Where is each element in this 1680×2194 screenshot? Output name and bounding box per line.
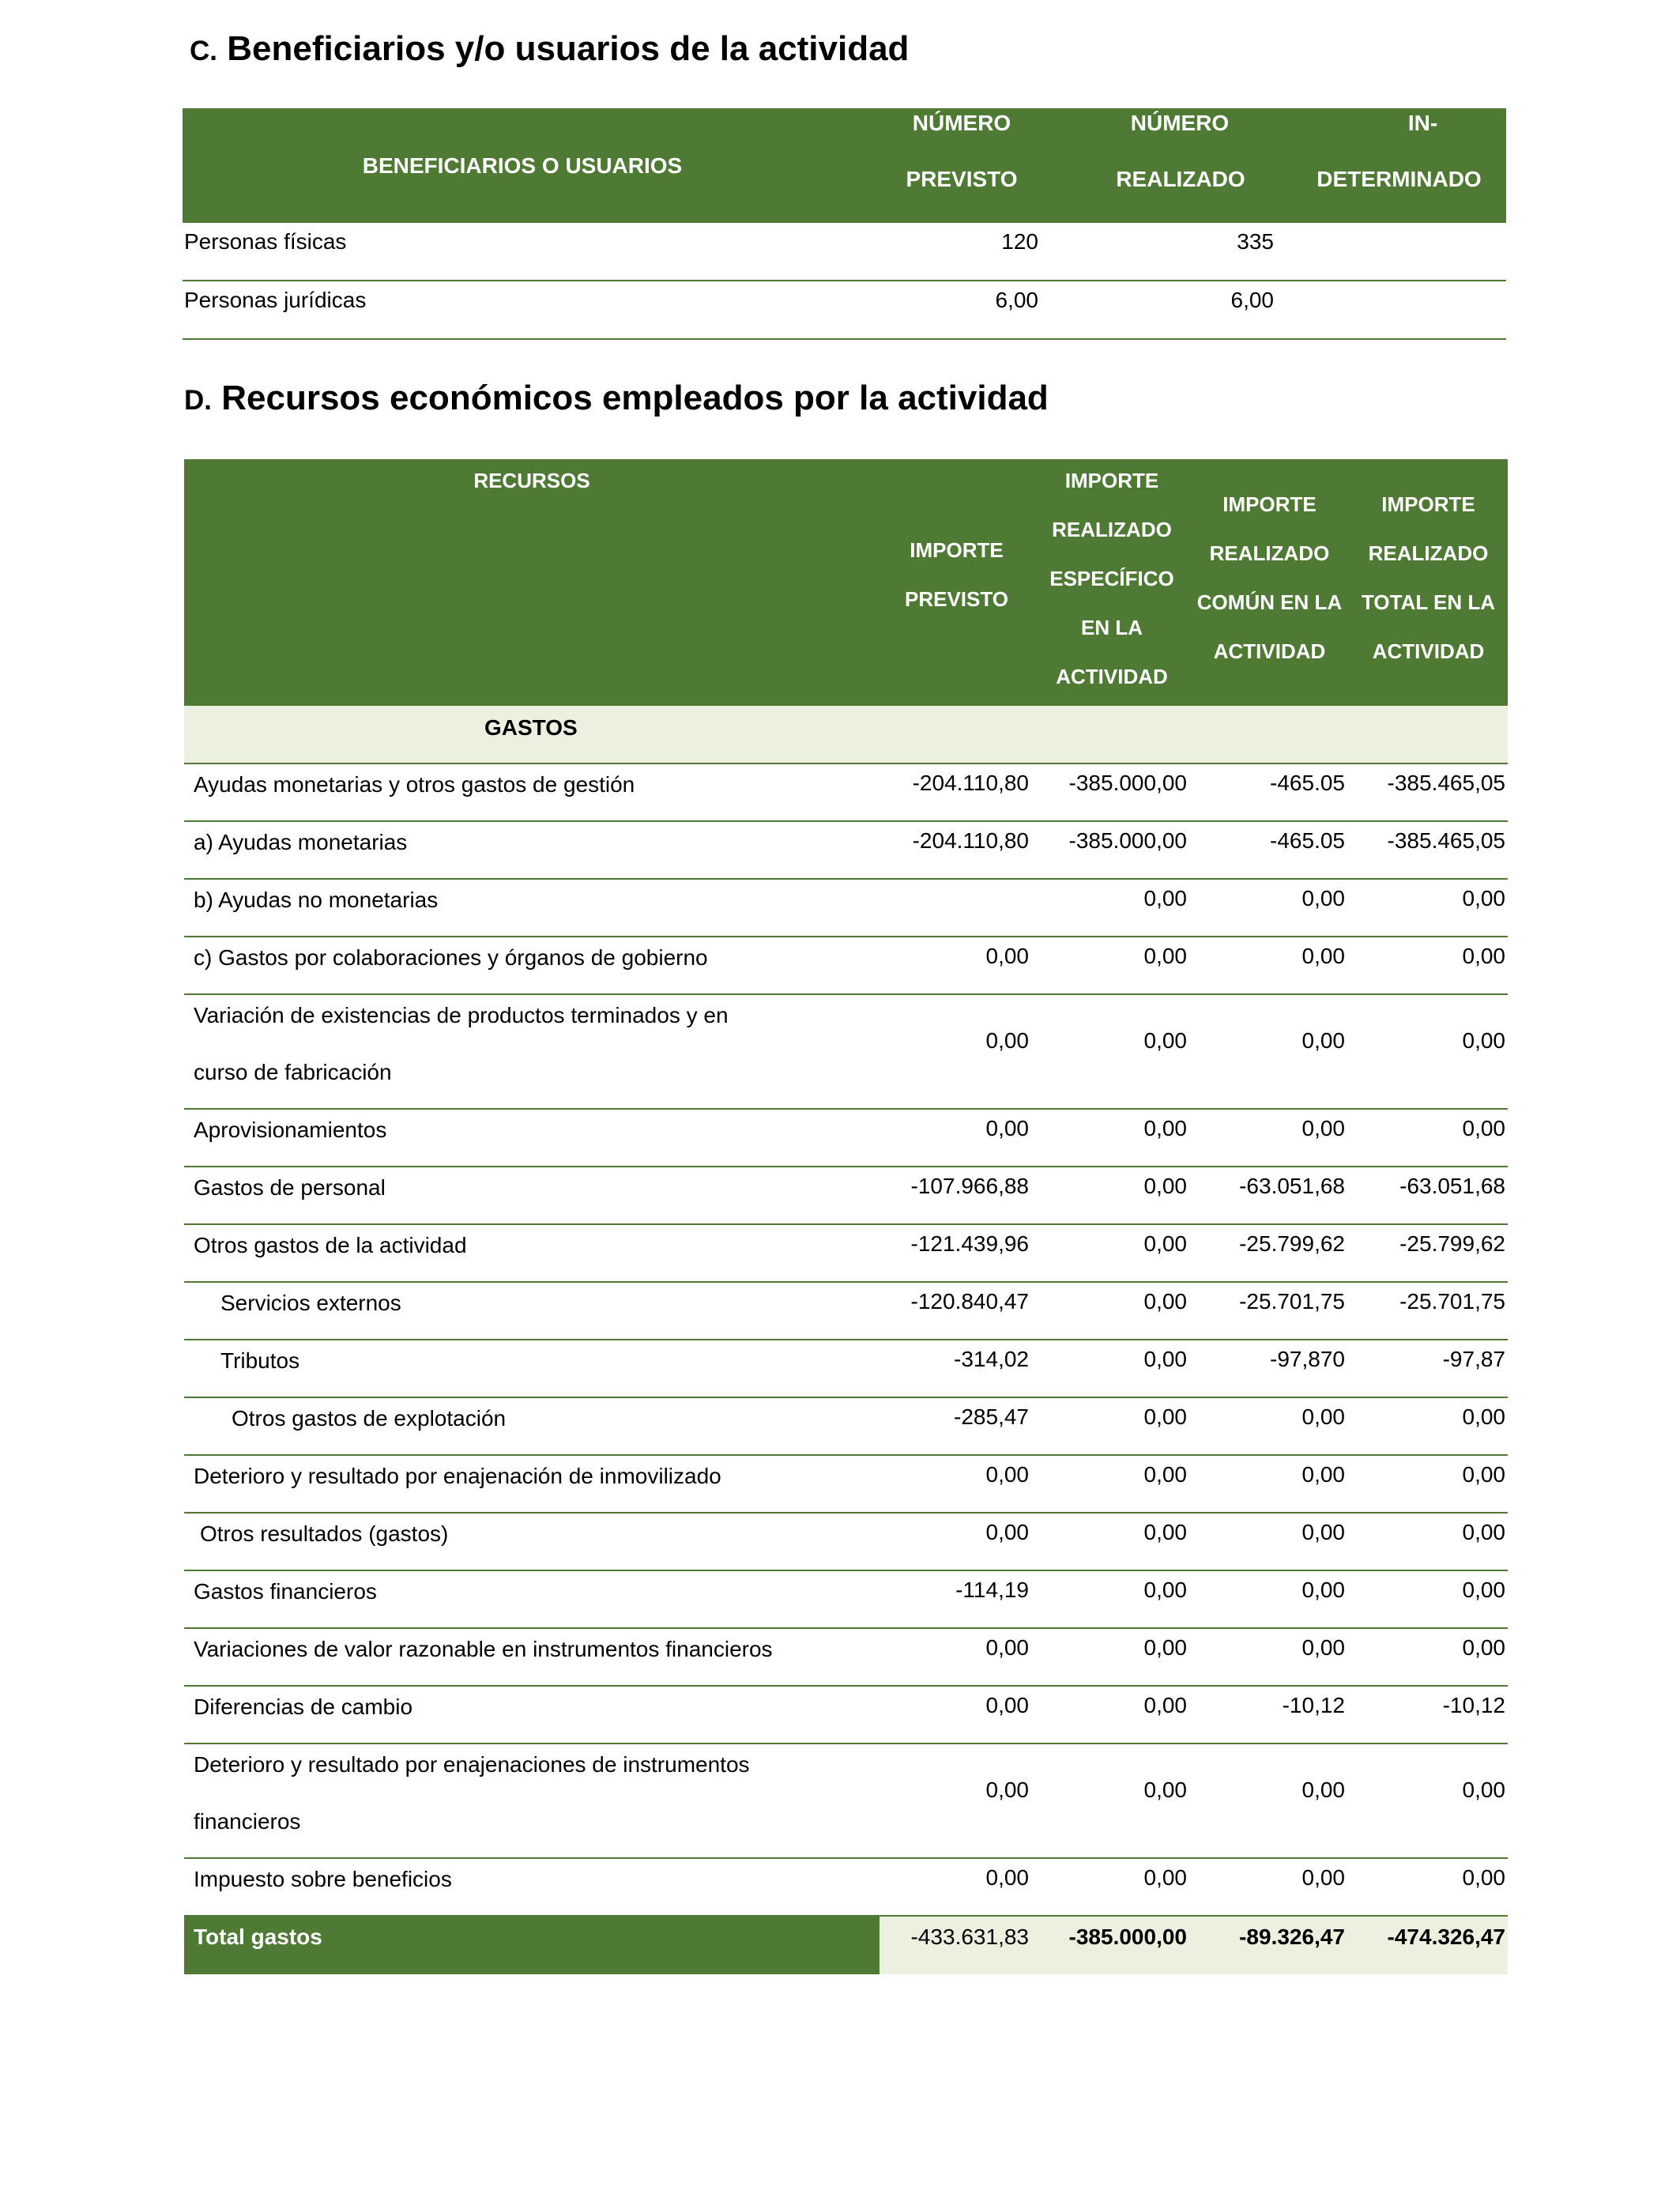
row-importe-total: 0,00 [1462, 1404, 1505, 1429]
section-d-letter: D. [184, 385, 212, 416]
row-importe-previsto: -314,02 [954, 1347, 1029, 1371]
gastos-group-row [184, 706, 1508, 764]
row-importe-comun: 0,00 [1301, 1404, 1345, 1429]
row-importe-total: -97,87 [1442, 1347, 1505, 1371]
row-importe-previsto: 0,00 [985, 1635, 1029, 1660]
row-label-line1: Variación de existencias de productos terminados y en [194, 1003, 729, 1027]
total-gastos-row [184, 1917, 1508, 1974]
row-importe-especifico: 0,00 [1143, 1231, 1187, 1256]
row-importe-total: -25.799,62 [1399, 1231, 1505, 1256]
total-importe-total: -474.326,47 [1387, 1924, 1505, 1949]
row-importe-especifico: 0,00 [1143, 1693, 1187, 1717]
section-d-title-text: Recursos económicos empleados por la actividad [221, 379, 1049, 417]
row-label: Personas físicas [184, 229, 347, 254]
row-importe-comun: -465.05 [1270, 828, 1345, 853]
header-line: ACTIVIDAD [1372, 639, 1485, 663]
row-label: Servicios externos [220, 1291, 401, 1315]
row-importe-previsto: 0,00 [985, 1777, 1029, 1802]
gastos-group-label: GASTOS [484, 715, 578, 740]
row-importe-comun: 0,00 [1301, 944, 1345, 968]
row-label: a) Ayudas monetarias [194, 830, 408, 854]
header-indeterminado-line2: DETERMINADO [1317, 167, 1482, 191]
row-importe-especifico: -385.000,00 [1068, 828, 1187, 853]
row-importe-especifico: 0,00 [1143, 1520, 1187, 1544]
row-importe-total: -385.465,05 [1387, 828, 1505, 853]
row-importe-especifico: 0,00 [1143, 1347, 1187, 1371]
header-indeterminado-line1: IN- [1407, 111, 1438, 135]
row-importe-previsto: 0,00 [985, 1462, 1029, 1487]
row-label: Personas jurídicas [184, 288, 367, 312]
row-importe-total: 0,00 [1462, 1865, 1505, 1890]
row-label [194, 1736, 873, 1850]
row-label-line2: curso de fabricación [194, 1060, 392, 1084]
section-c-title [190, 28, 909, 72]
row-realizado: 6,00 [1230, 288, 1274, 312]
row-label: Variaciones de valor razonable en instrumentos financieros [194, 1637, 773, 1661]
row-label: Ayudas monetarias y otros gastos de gestión [194, 772, 635, 797]
header-line: REALIZADO [1368, 541, 1489, 565]
header-line: IMPORTE [1064, 469, 1159, 492]
table-row [183, 223, 1506, 281]
row-importe-especifico: 0,00 [1143, 1777, 1187, 1802]
header-importe-especifico [1034, 459, 1190, 706]
section-c-letter: C. [190, 36, 217, 66]
row-importe-previsto: 0,00 [985, 1693, 1029, 1717]
row-importe-total: -385.465,05 [1387, 771, 1505, 795]
row-previsto: 6,00 [995, 288, 1038, 312]
header-numero-previsto [862, 108, 1077, 223]
header-line: IMPORTE [1381, 492, 1475, 516]
recursos-table-header [184, 459, 1508, 706]
header-line: EN LA [1081, 616, 1143, 639]
row-realizado: 335 [1237, 229, 1274, 254]
row-importe-especifico: -385.000,00 [1068, 771, 1187, 795]
header-importe-comun [1190, 459, 1349, 706]
row-label-line2: financieros [194, 1809, 301, 1834]
total-importe-especifico: -385.000,00 [1068, 1924, 1187, 1949]
row-importe-especifico: 0,00 [1143, 1865, 1187, 1890]
row-label: Otros resultados (gastos) [200, 1521, 449, 1546]
header-numero-realizado-line1: NÚMERO [1130, 111, 1230, 135]
header-indeterminado [1292, 108, 1506, 223]
section-c-title-text: Beneficiarios y/o usuarios de la actividad [227, 29, 910, 68]
table-row [184, 1744, 1508, 1859]
row-importe-comun: 0,00 [1301, 886, 1345, 910]
row-importe-especifico: 0,00 [1143, 1174, 1187, 1198]
row-importe-comun: 0,00 [1301, 1520, 1345, 1544]
row-importe-total: 0,00 [1462, 1116, 1505, 1140]
row-importe-total: 0,00 [1462, 1462, 1505, 1487]
row-importe-total: 0,00 [1462, 1635, 1505, 1660]
row-importe-previsto: 0,00 [985, 1028, 1029, 1053]
row-importe-especifico: 0,00 [1143, 1578, 1187, 1602]
row-importe-especifico: 0,00 [1143, 1635, 1187, 1660]
row-label: Diferencias de cambio [194, 1695, 413, 1719]
row-importe-total: -10,12 [1442, 1693, 1505, 1717]
header-line: REALIZADO [1052, 518, 1172, 541]
header-line: IMPORTE [1222, 492, 1317, 516]
row-label: Otros gastos de la actividad [194, 1233, 467, 1257]
row-importe-comun: 0,00 [1301, 1865, 1345, 1890]
header-line: TOTAL EN LA [1362, 590, 1495, 614]
row-importe-previsto: 0,00 [985, 944, 1029, 968]
row-importe-previsto: -204.110,80 [912, 828, 1029, 853]
row-label: Gastos financieros [194, 1579, 377, 1604]
table-row [184, 1859, 1508, 1917]
row-importe-comun: -63.051,68 [1239, 1174, 1345, 1198]
row-importe-previsto: 0,00 [985, 1865, 1029, 1890]
header-line: COMÚN EN LA [1196, 590, 1343, 614]
table-row [184, 995, 1508, 1110]
row-importe-previsto: 0,00 [985, 1116, 1029, 1140]
header-numero-realizado [1077, 108, 1292, 223]
row-importe-previsto: -107.966,88 [910, 1174, 1029, 1198]
recursos-table [184, 459, 1508, 1974]
header-line: IMPORTE [910, 538, 1004, 562]
beneficiarios-table-header [183, 108, 1506, 223]
row-importe-comun: 0,00 [1301, 1028, 1345, 1053]
row-importe-previsto: 0,00 [985, 1520, 1029, 1544]
row-importe-previsto: -285,47 [954, 1404, 1029, 1429]
row-importe-comun: 0,00 [1301, 1462, 1345, 1487]
header-line: ACTIVIDAD [1056, 665, 1168, 688]
row-importe-comun: 0,00 [1301, 1116, 1345, 1140]
row-importe-especifico: 0,00 [1143, 944, 1187, 968]
total-label: Total gastos [194, 1924, 322, 1949]
row-importe-total: 0,00 [1462, 1520, 1505, 1544]
row-label: c) Gastos por colaboraciones y órganos de gobierno [194, 945, 708, 970]
row-importe-comun: 0,00 [1301, 1635, 1345, 1660]
header-numero-previsto-line2: PREVISTO [906, 167, 1018, 191]
header-numero-realizado-line2: REALIZADO [1116, 167, 1245, 191]
header-importe-total [1349, 459, 1508, 706]
row-label: Deterioro y resultado por enajenación de inmovilizado [194, 1464, 721, 1488]
beneficiarios-table [183, 108, 1506, 340]
header-line: PREVISTO [904, 587, 1008, 611]
header-numero-previsto-line1: NÚMERO [912, 111, 1011, 135]
total-label-cell [184, 1917, 880, 1974]
row-importe-comun: 0,00 [1301, 1578, 1345, 1602]
row-importe-comun: -25.799,62 [1239, 1231, 1345, 1256]
row-importe-total: 0,00 [1462, 886, 1505, 910]
row-importe-total: -25.701,75 [1399, 1289, 1505, 1314]
row-label: Gastos de personal [194, 1175, 386, 1200]
row-label-line1: Deterioro y resultado por enajenaciones de instrumentos [194, 1752, 750, 1777]
table-row [183, 281, 1506, 340]
row-importe-especifico: 0,00 [1143, 1289, 1187, 1314]
row-importe-previsto: -120.840,47 [910, 1289, 1029, 1314]
header-beneficiarios-label: BENEFICIARIOS O USUARIOS [362, 153, 683, 178]
row-importe-comun: -25.701,75 [1239, 1289, 1345, 1314]
row-importe-comun: 0,00 [1301, 1777, 1345, 1802]
row-importe-comun: -97,870 [1270, 1347, 1345, 1371]
header-line: REALIZADO [1209, 541, 1330, 565]
row-importe-previsto: -204.110,80 [912, 771, 1029, 795]
row-importe-previsto: -114,19 [955, 1578, 1029, 1602]
row-importe-especifico: 0,00 [1143, 886, 1187, 910]
row-importe-total: -63.051,68 [1399, 1174, 1505, 1198]
row-importe-total: 0,00 [1462, 1777, 1505, 1802]
row-importe-especifico: 0,00 [1143, 1116, 1187, 1140]
row-label [194, 987, 873, 1101]
row-importe-total: 0,00 [1462, 944, 1505, 968]
row-importe-comun: -10,12 [1282, 1693, 1345, 1717]
section-d-title [184, 378, 1049, 421]
header-importe-previsto [880, 459, 1034, 706]
row-importe-especifico: 0,00 [1143, 1028, 1187, 1053]
header-line: ESPECÍFICO [1049, 567, 1174, 590]
row-importe-especifico: 0,00 [1143, 1404, 1187, 1429]
row-importe-especifico: 0,00 [1143, 1462, 1187, 1487]
row-label: Tributos [220, 1348, 300, 1373]
row-importe-comun: -465.05 [1270, 771, 1345, 795]
row-label: Otros gastos de explotación [232, 1406, 507, 1431]
total-importe-previsto: -433.631,83 [910, 1924, 1029, 1949]
row-importe-total: 0,00 [1462, 1028, 1505, 1053]
row-label: Impuesto sobre beneficios [194, 1867, 452, 1891]
row-label: b) Ayudas no monetarias [194, 888, 439, 912]
header-recursos-label: RECURSOS [473, 469, 590, 492]
row-importe-previsto: -121.439,96 [910, 1231, 1029, 1256]
row-importe-total: 0,00 [1462, 1578, 1505, 1602]
row-label: Aprovisionamientos [194, 1118, 387, 1142]
header-recursos [184, 459, 880, 706]
total-importe-comun: -89.326,47 [1239, 1924, 1345, 1949]
header-beneficiarios [183, 108, 862, 223]
header-line: ACTIVIDAD [1213, 639, 1326, 663]
row-previsto: 120 [1001, 229, 1038, 254]
